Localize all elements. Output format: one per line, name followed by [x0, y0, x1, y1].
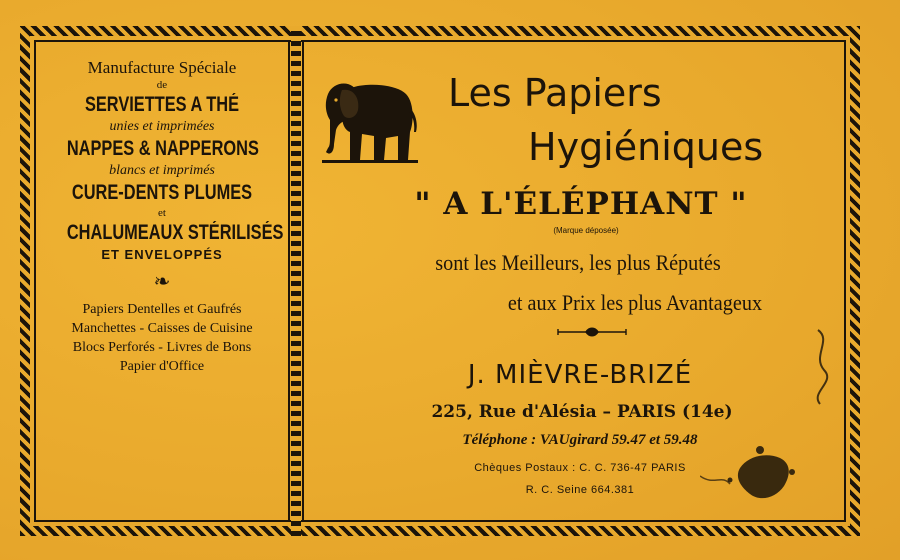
company-address: 225, Rue d'Alésia – PARIS (14e): [431, 402, 733, 422]
postal-cheques: Chèques Postaux : C. C. 736-47 PARIS: [474, 462, 686, 474]
left-heading-de: de: [156, 79, 168, 91]
title-line-1: Les Papiers: [448, 71, 662, 115]
title-line-2: Hygiéniques: [528, 125, 764, 169]
product-chalumeaux: CHALUMEAUX STÉRILISÉS: [66, 221, 284, 244]
product-serviettes-sub: unies et imprimées: [109, 119, 215, 134]
list-item: Blocs Perforés - Livres de Bons: [72, 340, 252, 355]
product-nappes-sub: blancs et imprimés: [109, 163, 215, 178]
divider-rule-right: [302, 40, 304, 522]
elephant-icon: [314, 72, 422, 168]
product-serviettes: SERVIETTES A THÉ: [84, 93, 240, 116]
list-item: Papier d'Office: [119, 359, 205, 374]
divider-ornament-icon: [556, 325, 628, 339]
trademark-note: (Marque déposée): [553, 226, 619, 235]
left-column: [40, 58, 284, 376]
divider-rule-left: [288, 40, 290, 522]
telephone: Téléphone : VAUgirard 59.47 et 59.48: [462, 432, 698, 448]
list-item: Papiers Dentelles et Gaufrés: [82, 302, 242, 317]
product-nappes: NAPPES & NAPPERONS: [66, 137, 259, 160]
product-cure-dents-sub: et: [158, 207, 166, 219]
company-name: J. MIÈVRE-BRIZÉ: [467, 360, 693, 390]
slogan-line-1: sont les Meilleurs, les plus Réputés: [435, 250, 721, 275]
product-cure-dents: CURE-DENTS PLUMES: [71, 181, 253, 204]
product-chalumeaux-sub: ET ENVELOPPÉS: [101, 247, 223, 262]
column-divider: [291, 26, 301, 536]
trade-registry: R. C. Seine 664.381: [525, 484, 635, 496]
flower-ornament-icon: ❧: [153, 269, 171, 293]
left-heading: Manufacture Spéciale: [87, 58, 237, 77]
slogan-line-2: et aux Prix les plus Avantageux: [507, 290, 763, 315]
brand-name: " A L'ÉLÉPHANT ": [414, 186, 748, 222]
list-item: Manchettes - Caisses de Cuisine: [71, 321, 253, 336]
